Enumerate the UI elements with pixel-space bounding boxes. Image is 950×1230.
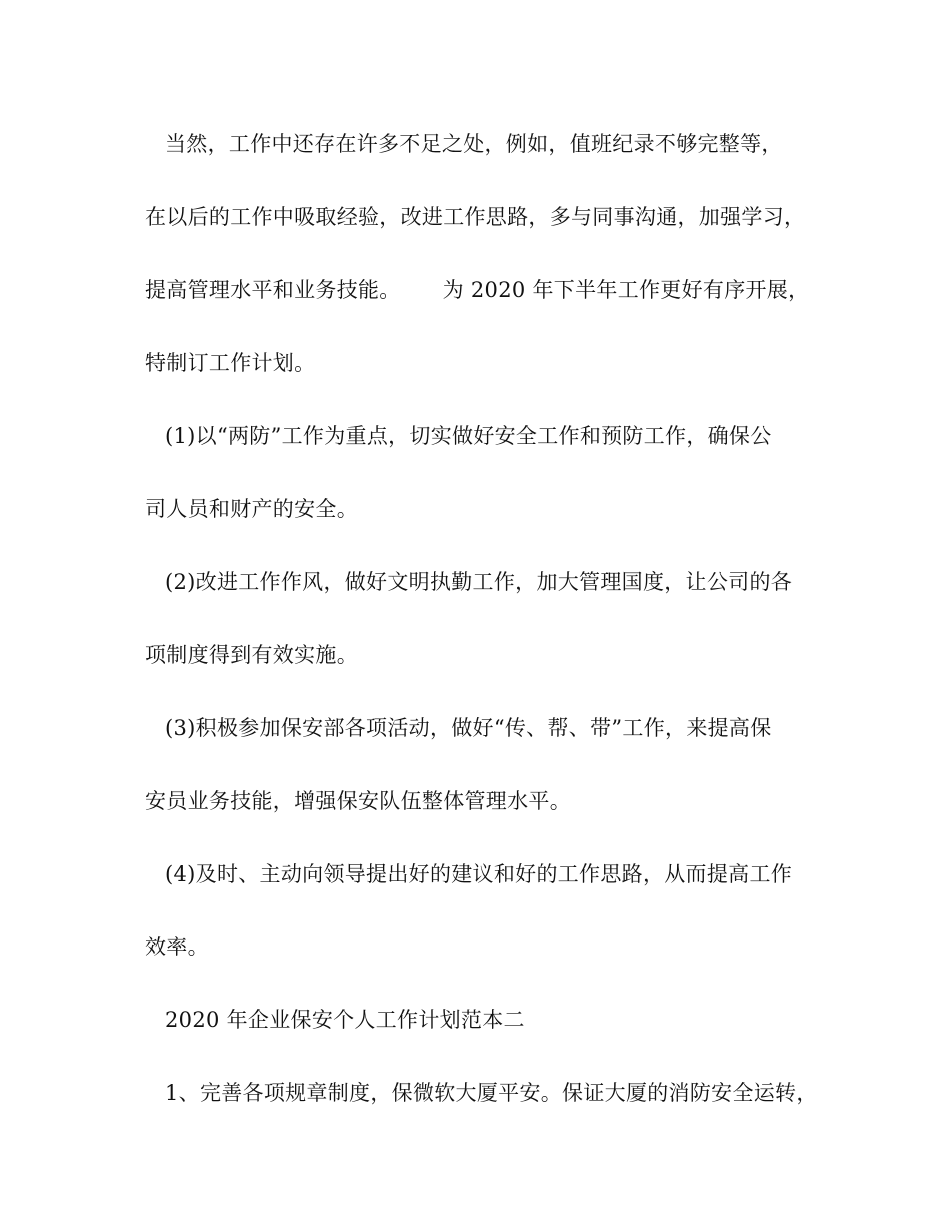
list-item-line: (2)改进工作作风，做好文明执勤工作，加大管理国度，让公司的各 <box>165 570 793 594</box>
paragraph-line: 特制订工作计划。 <box>145 351 316 375</box>
list-item-line: (1)以“两防”工作为重点，切实做好安全工作和预防工作，确保公 <box>165 424 772 448</box>
paragraph-line: 当然，工作中还存在许多不足之处，例如，值班纪录不够完整等， <box>165 132 783 156</box>
section-heading: 2020 年企业保安个人工作计划范本二 <box>165 1008 525 1032</box>
paragraph-line: 1、完善各项规章制度，保微软大厦平安。保证大厦的消防安全运转， <box>165 1081 818 1105</box>
paragraph-segment: 提高管理水平和业务技能。 <box>145 278 401 302</box>
list-item-line: 安员业务技能，增强保安队伍整体管理水平。 <box>145 789 571 813</box>
paragraph-line-with-gap <box>145 276 835 304</box>
list-item-line: (4)及时、主动向领导提出好的建议和好的工作思路，从而提高工作 <box>165 862 793 886</box>
list-item-line: (3)积极参加保安部各项活动，做好“传、帮、带”工作，来提高保 <box>165 716 772 740</box>
list-item-line: 效率。 <box>145 935 209 959</box>
list-item-line: 司人员和财产的安全。 <box>145 497 358 521</box>
list-item-line: 项制度得到有效实施。 <box>145 643 358 667</box>
paragraph-line: 在以后的工作中吸取经验，改进工作思路，多与同事沟通，加强学习， <box>145 205 806 229</box>
paragraph-segment: 为 2020 年下半年工作更好有序开展， <box>442 278 810 302</box>
